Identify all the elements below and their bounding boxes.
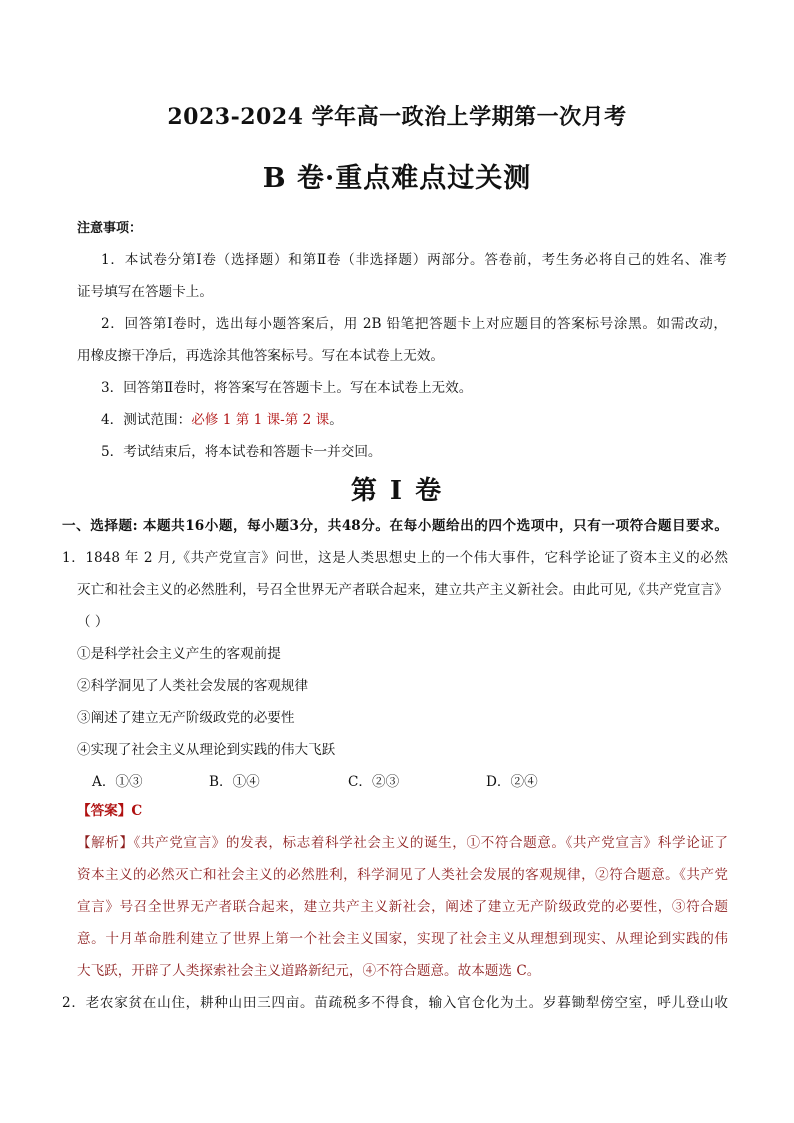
exam-title: 2023-2024 学年高一政治上学期第一次月考 — [167, 104, 627, 130]
notice-item-5: 5．考试结束后，将本试卷和答题卡一并交回。 — [101, 444, 382, 460]
section-title: 第 I 卷 — [350, 476, 444, 506]
explanation-line-3: 宣言》号召全世界无产者联合起来，建立共产主义新社会，阐述了建立无产阶级政党的必要性，③符合题 — [77, 899, 728, 915]
option-d: D．②④ — [486, 774, 538, 790]
exam-subtitle: B 卷·重点难点过关测 — [262, 163, 532, 194]
question-2-line-1: 2．老农家贫在山住，耕种山田三四亩。苗疏税多不得食，输入官仓化为土。岁暮锄犁傍空室，呼儿登山收 — [62, 995, 728, 1011]
question-1-line-2: 灭亡和社会主义的必然胜利，号召全世界无产者联合起来，建立共产主义新社会。由此可见,《共产党宣言》 — [77, 582, 728, 598]
question-1-blank: （ ） — [77, 614, 109, 630]
section-instruction: 一、选择题: 本题共16小题，每小题3分，共48分。在每小题给出的四个选项中，只有一项符合题目要求。 — [62, 518, 728, 534]
statement-3: ③阐述了建立无产阶级政党的必要性 — [77, 710, 295, 726]
notice-item-4-suffix: 。 — [329, 412, 343, 428]
option-b: B．①④ — [209, 774, 260, 790]
notice-item-4-prefix: 4．测试范围： — [101, 412, 192, 428]
notice-item-2-line-1: 2．回答第Ⅰ卷时，选出每小题答案后，用 2B 铅笔把答题卡上对应题目的答案标号涂黑。如需改动， — [101, 316, 727, 332]
test-range: 必修 1 第 1 课-第 2 课 — [191, 412, 330, 428]
option-c: C．②③ — [348, 774, 400, 790]
explanation-line-2: 资本主义的必然灭亡和社会主义的必然胜利，科学洞见了人类社会发展的客观规律，②符合题意。《共产党 — [77, 867, 728, 883]
question-1-line-1: 1．1848 年 2 月,《共产党宣言》问世，这是人类思想史上的一个伟大事件，它科学论证了资本主义的必然 — [62, 550, 728, 566]
explanation-line-5: 大飞跃，开辟了人类探索社会主义道路新纪元，④不符合题意。故本题选 C。 — [77, 963, 541, 979]
option-a: A．①③ — [92, 774, 143, 790]
statement-2: ②科学洞见了人类社会发展的客观规律 — [77, 678, 309, 694]
notice-heading: 注意事项： — [77, 221, 143, 236]
statement-1: ①是科学社会主义产生的客观前提 — [77, 646, 281, 662]
statement-4: ④实现了社会主义从理论到实践的伟大飞跃 — [77, 742, 336, 758]
answer-label: 【答案】C — [77, 803, 143, 819]
notice-item-4 — [101, 411, 751, 429]
explanation-line-1: 【解析】《共产党宣言》的发表，标志着科学社会主义的诞生，①不符合题意。《共产党宣言》科学论证了 — [77, 835, 728, 851]
notice-item-1-line-2: 证号填写在答题卡上。 — [77, 284, 213, 300]
explanation-line-4: 意。十月革命胜利建立了世界上第一个社会主义国家，实现了社会主义从理想到现实、从理论到实践的伟 — [77, 931, 728, 947]
notice-item-1-line-1: 1．本试卷分第Ⅰ卷（选择题）和第Ⅱ卷（非选择题）两部分。答卷前，考生务必将自己的姓名、准考 — [101, 252, 727, 268]
notice-item-3: 3．回答第Ⅱ卷时，将答案写在答题卡上。写在本试卷上无效。 — [101, 380, 473, 396]
notice-item-2-line-2: 用橡皮擦干净后，再选涂其他答案标号。写在本试卷上无效。 — [77, 348, 445, 364]
